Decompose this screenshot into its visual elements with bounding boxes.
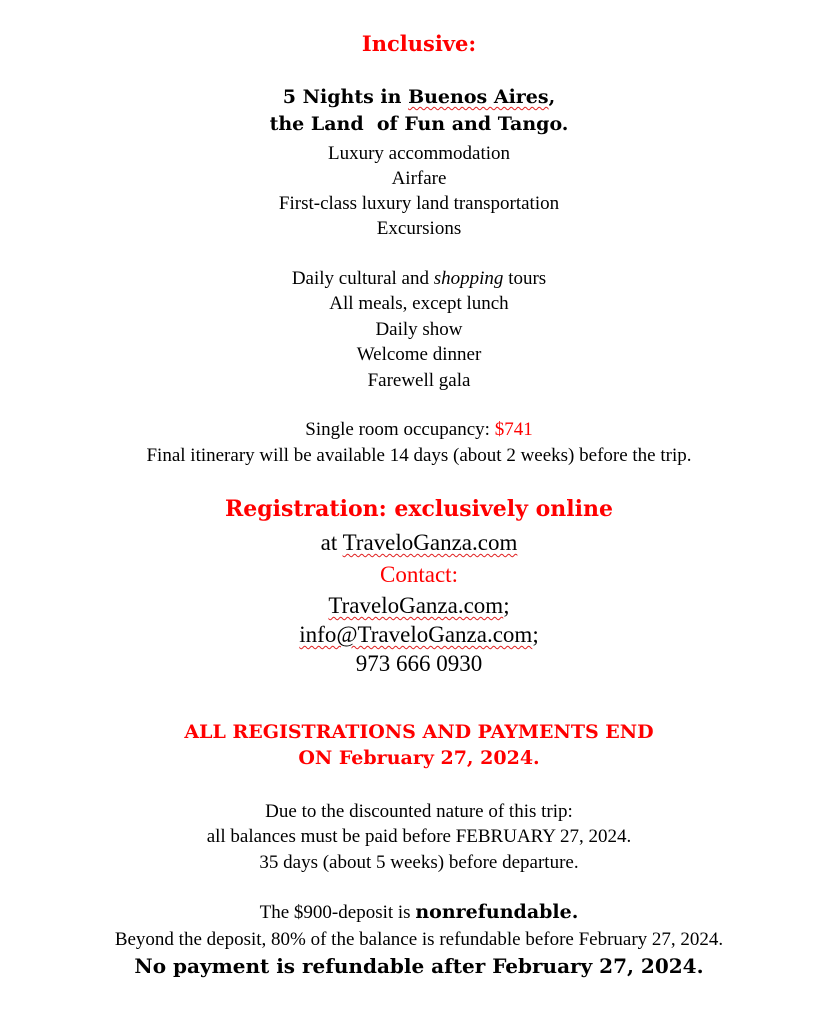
contact-email-line xyxy=(0,623,838,646)
deposit-prefix: The $900-deposit is xyxy=(259,902,416,923)
registration-heading: Registration: exclusively online xyxy=(225,496,613,522)
terms-line-2: all balances must be paid before FEBRUARY 27, 2024. xyxy=(206,826,632,847)
inclusion-excursions: Excursions xyxy=(376,218,462,239)
inclusion-daily-tours xyxy=(0,269,838,288)
contact-email-separator: ; xyxy=(532,622,539,647)
inclusion-airfare: Airfare xyxy=(391,168,447,189)
contact-site-link[interactable]: TraveloGanza.com xyxy=(328,593,504,618)
package-title-prefix: 5 Nights in xyxy=(282,86,409,108)
deadline-line-1: ALL REGISTRATIONS AND PAYMENTS END xyxy=(184,721,654,743)
deposit-nonrefundable: nonrefundable. xyxy=(415,901,579,923)
terms-line-3: 35 days (about 5 weeks) before departure. xyxy=(259,852,579,873)
tours-suffix: tours xyxy=(503,268,547,289)
tours-prefix: Daily cultural and xyxy=(291,268,434,289)
inclusion-daily-show: Daily show xyxy=(375,319,463,340)
contact-label: Contact: xyxy=(380,562,458,587)
inclusion-land-transportation: First-class luxury land transportation xyxy=(278,193,560,214)
registration-site-line xyxy=(0,531,838,554)
contact-site-separator: ; xyxy=(503,593,510,618)
registration-at: at xyxy=(320,530,343,555)
terms-line-1: Due to the discounted nature of this trip: xyxy=(265,801,573,822)
tours-emphasis: shopping xyxy=(433,268,504,289)
package-title-suffix: , xyxy=(548,86,556,108)
deadline-line-2: ON February 27, 2024. xyxy=(298,747,540,769)
package-title-place: Buenos Aires xyxy=(408,86,549,108)
final-no-refund-line: No payment is refundable after February 27, 2024. xyxy=(134,954,704,978)
single-room-price xyxy=(0,420,838,439)
inclusion-farewell-gala: Farewell gala xyxy=(367,370,471,391)
contact-phone: 973 666 0930 xyxy=(355,651,483,676)
price-value: $741 xyxy=(494,419,533,440)
price-label: Single room occupancy: xyxy=(305,419,495,440)
registration-site-link[interactable]: TraveloGanza.com xyxy=(342,530,518,555)
contact-site-line xyxy=(0,594,838,617)
inclusion-luxury-accommodation: Luxury accommodation xyxy=(327,143,511,164)
package-title-line-1 xyxy=(0,88,838,107)
inclusion-welcome-dinner: Welcome dinner xyxy=(356,344,482,365)
contact-email-link[interactable]: info@TraveloGanza.com xyxy=(299,622,533,647)
inclusion-meals: All meals, except lunch xyxy=(329,293,509,314)
deposit-line xyxy=(0,903,838,922)
package-title-line-2: the Land of Fun and Tango. xyxy=(269,113,569,135)
refund-line: Beyond the deposit, 80% of the balance is refundable before February 27, 2024. xyxy=(114,929,724,950)
itinerary-note: Final itinerary will be available 14 days (about 2 weeks) before the trip. xyxy=(146,445,692,466)
inclusive-heading: Inclusive: xyxy=(361,31,477,56)
